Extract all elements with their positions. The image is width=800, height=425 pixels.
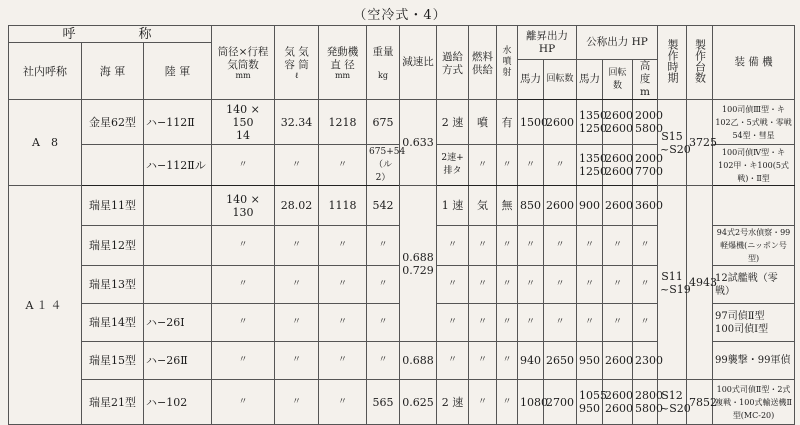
water-injection-header: 水噴射 [497, 26, 518, 100]
equipment: 100式司偵Ⅱ型・2式複戦・100式輸送機Ⅱ型(MC-20) [713, 380, 795, 425]
diameter: 〃 [319, 266, 367, 304]
weight-header: 重量 kg [367, 26, 400, 100]
nominal-hp: 1350 1250 [577, 145, 603, 186]
altitude-header: 高度 m [633, 60, 658, 100]
army-name-empty [144, 186, 212, 226]
takeoff-rpm: 〃 [544, 266, 577, 304]
takeoff-hp: 850 [518, 186, 544, 226]
nominal-rpm: 2600 2600 [603, 380, 633, 425]
takeoff-rpm: 2600 [544, 100, 577, 145]
supercharge: 2 速 [437, 100, 469, 145]
water-injection: 〃 [497, 145, 518, 186]
nominal-rpm: 〃 [603, 304, 633, 342]
production-count-header: 製作台数 [687, 26, 713, 100]
production-period: S11 ~S19 [658, 186, 687, 380]
weight: 〃 [367, 226, 400, 266]
supercharge: 〃 [437, 342, 469, 380]
bore-stroke: 140 × 150 14 [212, 100, 275, 145]
internal-name-a8: A 8 [9, 100, 82, 186]
water-injection: 無 [497, 186, 518, 226]
nominal-rpm: 〃 [603, 266, 633, 304]
army-name-empty [144, 226, 212, 266]
water-injection: 〃 [497, 380, 518, 425]
supercharge: 〃 [437, 304, 469, 342]
takeoff-hp: 1080 [518, 380, 544, 425]
bore-stroke: 140 × 130 [212, 186, 275, 226]
reduction-header: 減速比 [400, 26, 437, 100]
table-row [9, 186, 795, 226]
takeoff-rpm: 2600 [544, 186, 577, 226]
army-name-empty [144, 266, 212, 304]
takeoff-hp-header: 馬力 [518, 60, 544, 100]
bore-stroke: 〃 [212, 145, 275, 186]
internal-name-a14: A１４ [9, 186, 82, 425]
fuel-header: 燃料 供給 [469, 26, 497, 100]
production-period-header: 製作時期 [658, 26, 687, 100]
navy-name-empty [82, 145, 144, 186]
water-injection: 〃 [497, 226, 518, 266]
takeoff-rpm: 〃 [544, 145, 577, 186]
fuel-supply: 〃 [469, 304, 497, 342]
nominal-altitude: 2800 5800 [633, 380, 658, 425]
nominal-hp: 950 [577, 342, 603, 380]
bore-stroke: 〃 [212, 226, 275, 266]
supercharge: 2速+ 排タ [437, 145, 469, 186]
reduction-ratio: 0.625 [400, 380, 437, 425]
takeoff-hp: 〃 [518, 304, 544, 342]
army-name: ハ−112Ⅱ [144, 100, 212, 145]
navy-name: 瑞星21型 [82, 380, 144, 425]
nominal-altitude: 3600 [633, 186, 658, 226]
nominal-hp: 1350 1250 [577, 100, 603, 145]
bore-stroke: 〃 [212, 342, 275, 380]
weight: 〃 [367, 266, 400, 304]
equipment-header: 装 備 機 [713, 26, 795, 100]
nominal-hp: 〃 [577, 304, 603, 342]
bore-stroke: 〃 [212, 380, 275, 425]
weight: 〃 [367, 304, 400, 342]
takeoff-hp: 940 [518, 342, 544, 380]
nominal-hp-header: 馬力 [577, 60, 603, 100]
nominal-power-header: 公称出力 HP [577, 26, 658, 60]
reduction-ratio: 0.688 0.729 [400, 186, 437, 342]
takeoff-rpm: 〃 [544, 304, 577, 342]
army-name: ハ−26Ⅰ [144, 304, 212, 342]
production-count: 3725 [687, 100, 713, 186]
production-period: S15 ~S20 [658, 100, 687, 186]
army-name: ハ−112Ⅱル [144, 145, 212, 186]
weight: 542 [367, 186, 400, 226]
table-row [9, 380, 795, 425]
water-injection: 〃 [497, 304, 518, 342]
nominal-altitude: 〃 [633, 304, 658, 342]
fuel-supply: 〃 [469, 266, 497, 304]
nominal-altitude: 2000 5800 [633, 100, 658, 145]
displacement: 32.34 [275, 100, 319, 145]
internal-name-header: 社内呼称 [9, 43, 82, 100]
nominal-rpm: 2600 [603, 342, 633, 380]
bore-stroke: 〃 [212, 304, 275, 342]
navy-name: 瑞星14型 [82, 304, 144, 342]
nominal-hp: 900 [577, 186, 603, 226]
navy-name: 瑞星15型 [82, 342, 144, 380]
takeoff-rpm: 〃 [544, 226, 577, 266]
production-count: 4943 [687, 186, 713, 380]
fuel-supply: 〃 [469, 380, 497, 425]
diameter: 〃 [319, 145, 367, 186]
production-period: S12 ~S20 [658, 380, 687, 425]
nominal-rpm: 2600 [603, 186, 633, 226]
army-header: 陸 軍 [144, 43, 212, 100]
army-name: ハ−26Ⅱ [144, 342, 212, 380]
navy-name: 瑞星11型 [82, 186, 144, 226]
nominal-rpm-header: 回転数 [603, 60, 633, 100]
table-title: （空冷式・4） [353, 8, 447, 23]
supercharge-header: 過給 方式 [437, 26, 469, 100]
takeoff-hp: 〃 [518, 145, 544, 186]
equipment: 99襲撃・99軍偵 [713, 342, 795, 380]
bore-stroke: 〃 [212, 266, 275, 304]
takeoff-power-header: 離昇出力 HP [518, 26, 577, 60]
bore-stroke-header: 筒径×行程 気筒数 mm [212, 26, 275, 100]
navy-name: 瑞星12型 [82, 226, 144, 266]
navy-header: 海 軍 [82, 43, 144, 100]
weight: 675 [367, 100, 400, 145]
displacement: 〃 [275, 380, 319, 425]
displacement: 〃 [275, 304, 319, 342]
diameter-header: 発動機 直 径 mm [319, 26, 367, 100]
fuel-supply: 〃 [469, 145, 497, 186]
equipment: 94式2号水偵察・99軽爆機(ニッポン号型) [713, 226, 795, 266]
supercharge: 1 速 [437, 186, 469, 226]
navy-name: 金星62型 [82, 100, 144, 145]
diameter: 〃 [319, 380, 367, 425]
supercharge: 〃 [437, 226, 469, 266]
army-name: ハ−102 [144, 380, 212, 425]
fuel-supply: 〃 [469, 342, 497, 380]
nominal-rpm: 2600 2600 [603, 100, 633, 145]
water-injection: 〃 [497, 342, 518, 380]
weight: 675+54 （ル2） [367, 145, 400, 186]
weight: 565 [367, 380, 400, 425]
nominal-altitude: 〃 [633, 226, 658, 266]
designation-header: 呼 称 [9, 26, 212, 43]
supercharge: 〃 [437, 266, 469, 304]
water-injection: 〃 [497, 266, 518, 304]
takeoff-rpm-header: 回転数 [544, 60, 577, 100]
diameter: 〃 [319, 304, 367, 342]
diameter: 〃 [319, 226, 367, 266]
diameter: 〃 [319, 342, 367, 380]
production-count: 7852 [687, 380, 713, 425]
displacement: 〃 [275, 145, 319, 186]
displacement-header: 気 気 容 筒 ℓ [275, 26, 319, 100]
nominal-rpm: 2600 2600 [603, 145, 633, 186]
takeoff-hp: 1500 [518, 100, 544, 145]
supercharge: 2 速 [437, 380, 469, 425]
navy-name: 瑞星13型 [82, 266, 144, 304]
nominal-hp: 〃 [577, 226, 603, 266]
table-row [9, 100, 795, 145]
equipment-empty [713, 186, 795, 226]
nominal-altitude: 〃 [633, 266, 658, 304]
takeoff-hp: 〃 [518, 226, 544, 266]
diameter: 1218 [319, 100, 367, 145]
fuel-supply: 〃 [469, 226, 497, 266]
displacement: 〃 [275, 342, 319, 380]
nominal-hp: 1055 950 [577, 380, 603, 425]
nominal-altitude: 2300 [633, 342, 658, 380]
engine-spec-table [8, 25, 795, 425]
takeoff-rpm: 2700 [544, 380, 577, 425]
equipment: 97司偵Ⅱ型 100司偵Ⅰ型 [713, 304, 795, 342]
nominal-hp: 〃 [577, 266, 603, 304]
reduction-ratio: 0.688 [400, 342, 437, 380]
displacement: 〃 [275, 266, 319, 304]
displacement: 28.02 [275, 186, 319, 226]
nominal-altitude: 2000 7700 [633, 145, 658, 186]
nominal-rpm: 〃 [603, 226, 633, 266]
equipment: 100司偵Ⅲ型・キ102乙・5式戦・零戦54型・彗星 [713, 100, 795, 145]
displacement: 〃 [275, 226, 319, 266]
diameter: 1118 [319, 186, 367, 226]
equipment: 12試艦戦（零戦） [713, 266, 795, 304]
weight: 〃 [367, 342, 400, 380]
fuel-supply: 噴 [469, 100, 497, 145]
takeoff-hp: 〃 [518, 266, 544, 304]
equipment: 100司偵Ⅳ型・キ102甲・キ100(5式戦)・Ⅱ型 [713, 145, 795, 186]
takeoff-rpm: 2650 [544, 342, 577, 380]
fuel-supply: 気 [469, 186, 497, 226]
reduction-ratio: 0.633 [400, 100, 437, 186]
water-injection: 有 [497, 100, 518, 145]
